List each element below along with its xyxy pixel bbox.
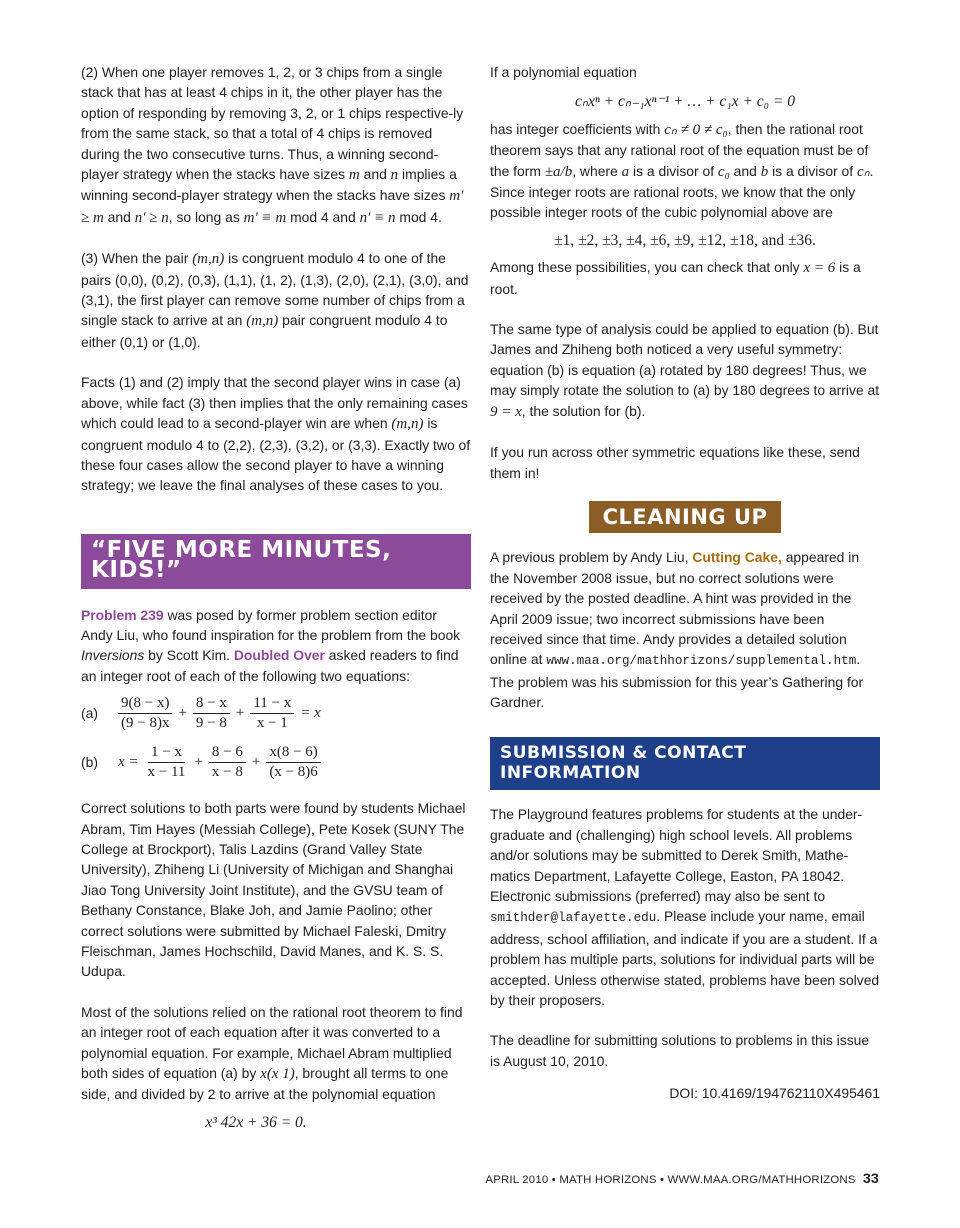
equation-b: (b) x = $\frac{1 - x}{x - 11}$ + $\frac{8 - 6}{x - 8}$ + $\frac{x(8 - 6)}{(x - 8)6}$ <box>81 743 471 782</box>
if-polynomial-text: If a polynomial equation <box>490 64 637 80</box>
cleaning-up-banner: CLEANING UP <box>589 501 782 533</box>
doi: DOI: 10.4169/194762110X495461 <box>669 1085 880 1102</box>
fact-3-paragraph: (3) When the pair (m,n) is congruent modulo 4 to one of the pairs (0,0), (0,2), (0,3), (1,1), (1, 2), (1,3), (2,0), (2,1), (3,0), and (3,1), the first player can remove some number of chips from a single stack to arrive at an (m,n) pair congruent modulo 4 to either (0,1) or (1,0). <box>81 250 469 350</box>
eq-b-fraction-3: $\frac{x(8 - 6)}{(x - 8)6}$ <box>266 743 320 782</box>
symmetry-paragraph: The same type of analysis could be applied to equation (b). But James and Zhiheng both noticed a very useful symmetry: equation (b) is equation (a) rotated by 180 degrees! Thus, we may simply rotate the solution to (a) by 180 degrees to arrive at 9 = x, the solution for (b). <box>490 321 880 420</box>
eq-a-fraction-1: $\frac{9(8 - x)}{(9 - 8)x}$ <box>118 694 172 733</box>
possible-roots: ±1, ±2, ±3, ±4, ±6, ±9, ±12, ±18, and ±36. <box>554 231 816 249</box>
eq-b-fraction-1: $\frac{1 - x}{x - 11}$ <box>147 744 186 781</box>
cleaning-up-banner-wrap <box>490 501 880 533</box>
page-number: 33 <box>863 1170 879 1186</box>
problem-239-link[interactable]: Problem 239 <box>81 606 164 623</box>
email-address[interactable]: smithder@lafayette.edu <box>490 911 657 926</box>
method-paragraph: Most of the solutions relied on the rational root theorem to find an integer root of each equation after it was converted to a polynomial equation. For example, Michael Abram multiplied both sides of equation (a) by x(x 1), brought all terms to one side, and divided by 2 to arrive at the polynomial equation <box>81 1003 463 1103</box>
submission-paragraph: The Playground features problems for students at the under-graduate and (challenging) high school levels. All problems and/or solutions may be submitted to Derek Smith, Mathe-matics Department, Lafayette College, Easton, PA 18042. Electronic submissions (preferred) may also be sent to smithder@lafayette.edu. Please include your name, email address, school affiliation, and indicate if you are a student. If a problem has multiple parts, solutions for individual parts will be accepted. Unless otherwise stated, problems have been solved by their proposers. <box>490 806 880 1009</box>
five-more-minutes-banner: “FIVE MORE MINUTES, KIDS!” <box>81 534 471 589</box>
fact-2-paragraph: (2) When one player removes 1, 2, or 3 chips from a single stack that has at least 4 chips in it, the other player has the option of responding by removing 3, 2, or 1 chips respective-ly from the same stack, so that a total of 4 chips is removed during the two consecutive turns. Thus, a winning second-player strategy when the stacks have sizes m and n implies a winning second-player strategy when the stacks have sizes m′ ≥ m and n′ ≥ n, so long as m′ ≡ m mod 4 and n′ ≡ n mod 4. <box>81 64 464 226</box>
solvers-paragraph: Correct solutions to both parts were found by students Michael Abram, Tim Hayes (Messiah College), Pete Kosek (SUNY The College at Brockport), Talis Lazdins (Grand Valley State University), Zhiheng Li (University of Michigan and Shanghai Jiao Tong University Joint Institute), and the GVSU team of Bethany Constance, Blake Joh, and Jamie Paolino; other correct solutions were submitted by Michael Faleski, Dmitry Fleischman, James Hochschild, David Manes, and K. S. S. Udupa. <box>81 800 466 980</box>
page-footer <box>485 1170 879 1186</box>
problem-intro-paragraph: Problem 239 was posed by former problem section editor Andy Liu, who found inspiration for the problem from the book Inversions by Scott Kim. Doubled Over asked readers to find an integer root of each of the following two equations: <box>81 606 461 684</box>
eq-a-fraction-2: $\frac{8 - x}{9 - 8}$ <box>193 694 230 733</box>
left-column <box>81 62 471 1139</box>
eq-a-fraction-3: $\frac{11 - x}{x - 1}$ <box>250 694 294 733</box>
cubic-polynomial: x³ 42x + 36 = 0. <box>205 1113 307 1131</box>
among-paragraph: Among these possibilities, you can check that only x = 6 is a root. <box>490 259 861 297</box>
supplemental-url[interactable]: www.maa.org/mathhorizons/supplemental.htm <box>546 654 857 669</box>
cutting-cake-link[interactable]: Cutting Cake, <box>692 549 782 566</box>
eq-b-fraction-2: $\frac{8 - 6}{x - 8}$ <box>209 743 246 782</box>
equation-a: (a) $\frac{9(8 - x)}{(9 - 8)x}$ + $\frac{8 - x}{9 - 8}$ + $\frac{11 - x}{x - 1}$ = x <box>81 695 321 732</box>
send-them-paragraph: If you run across other symmetric equations like these, send them in! <box>490 444 860 481</box>
footer-text: APRIL 2010 • MATH HORIZONS • WWW.MAA.ORG/MATHHORIZONS <box>485 1174 856 1186</box>
general-polynomial: cₙxⁿ + cₙ₋₁xⁿ⁻¹ + … + c₁x + c₀ = 0 <box>574 93 796 111</box>
submission-banner: SUBMISSION & CONTACT INFORMATION <box>490 737 880 791</box>
facts-summary-paragraph: Facts (1) and (2) imply that the second player wins in case (a) above, while fact (3) then implies that the only remaining cases which could lead to a second-player win are when (m,n) is congruent modulo 4 to (2,2), (2,3), (3,2), or (3,3). Exactly two of these four cases allow the second player to have a winning strategy; we leave the final analyses of these cases to you. <box>81 374 471 494</box>
right-column <box>490 62 880 1104</box>
doubled-over-link[interactable]: Doubled Over <box>233 647 325 664</box>
cleaning-up-paragraph: A previous problem by Andy Liu, Cutting Cake, appeared in the November 2008 issue, but no correct solutions were received by the posted deadline. A hint was provided in the April 2009 issue; two incorrect submissions have been received since that time. Andy provides a detailed solution online at www.maa.org/mathhorizons/supplemental.htm. The problem was his submission for this year’s Gathering for Gardner. <box>490 549 864 711</box>
deadline-paragraph: The deadline for submitting solutions to problems in this issue is August 10, 2010. <box>490 1032 870 1069</box>
rational-root-paragraph: has integer coefficients with cₙ ≠ 0 ≠ c₀, then the rational root theorem says that any rational root of the equation must be of the form ±a/b, where a is a divisor of c₀ and b is a divisor of cₙ. Since integer roots are rational roots, we know that the only possible integer roots of the cubic polynomial above are <box>490 120 874 221</box>
